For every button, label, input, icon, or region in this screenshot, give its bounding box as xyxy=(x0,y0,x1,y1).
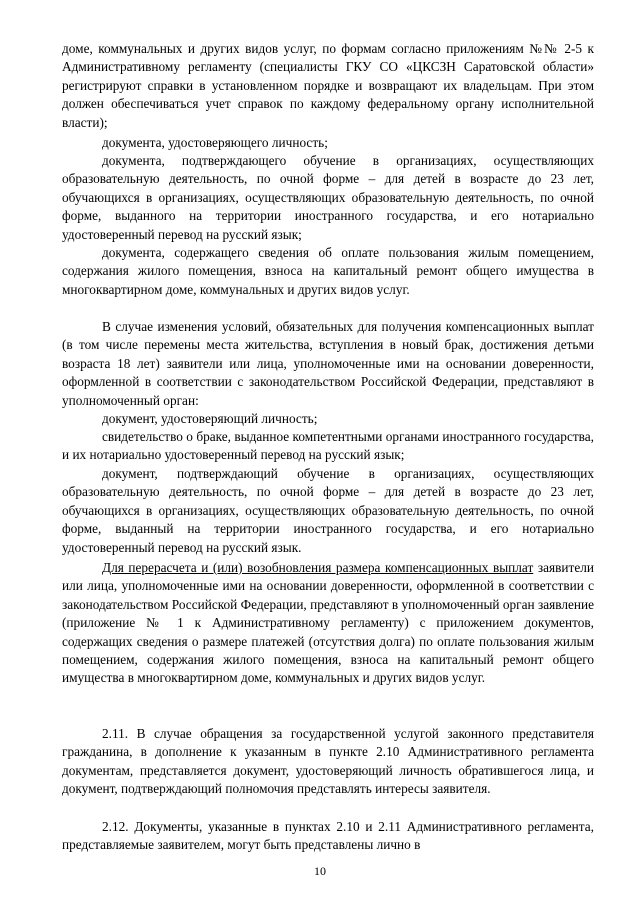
paragraph-text: документа, содержащего сведения об оплате пользования жилым помещением, содержания жилого помещения, взноса на капитальный ремонт общего имущества в многоквартирном доме, коммунальных и других видов услуг. xyxy=(62,245,594,297)
paragraph-11 xyxy=(62,818,594,855)
paragraph-text: 2.12. Документы, указанные в пунктах 2.10 и 2.11 Административного регламента, представляемые заявителем, могут быть представлены лично в xyxy=(62,819,594,853)
paragraph-10 xyxy=(62,725,594,799)
underlined-lead: Для перерасчета и (или) возобновления размера компенсационных выплат xyxy=(102,560,534,575)
paragraph-text: В случае изменения условий, обязательных для получения компенсационных выплат (в том числе перемены места жительства, вступления в новый брак, достижения детьми возраста 18 лет) заявители или лица, уполномоченные ими на основании доверенности, оформленной в соответствии с законодательством Российской Федерации, представляют в уполномоченный орган: xyxy=(62,319,594,408)
paragraph-text: документа, удостоверяющего личность; xyxy=(102,135,328,150)
paragraph-8 xyxy=(62,465,594,557)
paragraph-7 xyxy=(62,428,594,465)
paragraph-1 xyxy=(62,40,594,132)
paragraph-text: доме, коммунальных и других видов услуг, по формам согласно приложениям №№ 2-5 к Административному регламенту (специалисты ГКУ СО «ЦКСЗН Саратовской области» регистрируют справки в установленном порядке и возвращают их владельцам. При этом должен обеспечиваться учет справок по каждому федеральному органу исполнительной власти); xyxy=(62,41,594,130)
paragraph-9 xyxy=(62,559,594,688)
page-number: 10 xyxy=(314,864,326,878)
paragraph-text: свидетельство о браке, выданное компетентными органами иностранного государства, и их нотариально удостоверенный перевод на русский язык; xyxy=(62,429,594,463)
paragraph-4 xyxy=(62,244,594,299)
paragraph-5 xyxy=(62,318,594,410)
paragraph-text: документ, удостоверяющий личность; xyxy=(102,411,318,426)
paragraph-text: 2.11. В случае обращения за государственной услугой законного представителя гражданина, в дополнение к указанным в пункте 2.10 Административного регламента документам, представляется документ, удостоверяющий личность обратившегося лица, и документ, подтверждающий полномочия представлять интересы заявителя. xyxy=(62,726,594,797)
paragraph-2 xyxy=(62,134,594,152)
paragraph-text: документ, подтверждающий обучение в организациях, осуществляющих образовательную деятельность, по очной форме – для детей в возрасте до 23 лет, обучающихся в организациях, осуществляющих образовательную деятельность, по очной форме, выданный на территории иностранного государства, и его нотариально удостоверенный перевод на русский язык. xyxy=(62,466,594,555)
paragraph-text xyxy=(62,559,594,688)
paragraph-6 xyxy=(62,410,594,428)
paragraph-text: документа, подтверждающего обучение в организациях, осуществляющих образовательную деятельность, по очной форме – для детей в возрасте до 23 лет, обучающихся в организациях, осуществляющих образовательную деятельность, по очной форме, выданного на территории иностранного государства, и его нотариально удостоверенный перевод на русский язык; xyxy=(62,153,594,242)
paragraph-3 xyxy=(62,152,594,244)
paragraph-body: заявители или лица, уполномоченные ими на основании доверенности, оформленной в соответствии с законодательством Российской Федерации, представляют в уполномоченный орган заявление (приложение № 1 к Административному регламенту) с приложением документов, содержащих сведения о размере платежей (отсутствия долга) по оплате пользования жилым помещением, содержания жилого помещения, взноса на капитальный ремонт общего имущества в многоквартирном доме, коммунальных и других видов услуг. xyxy=(62,560,594,686)
